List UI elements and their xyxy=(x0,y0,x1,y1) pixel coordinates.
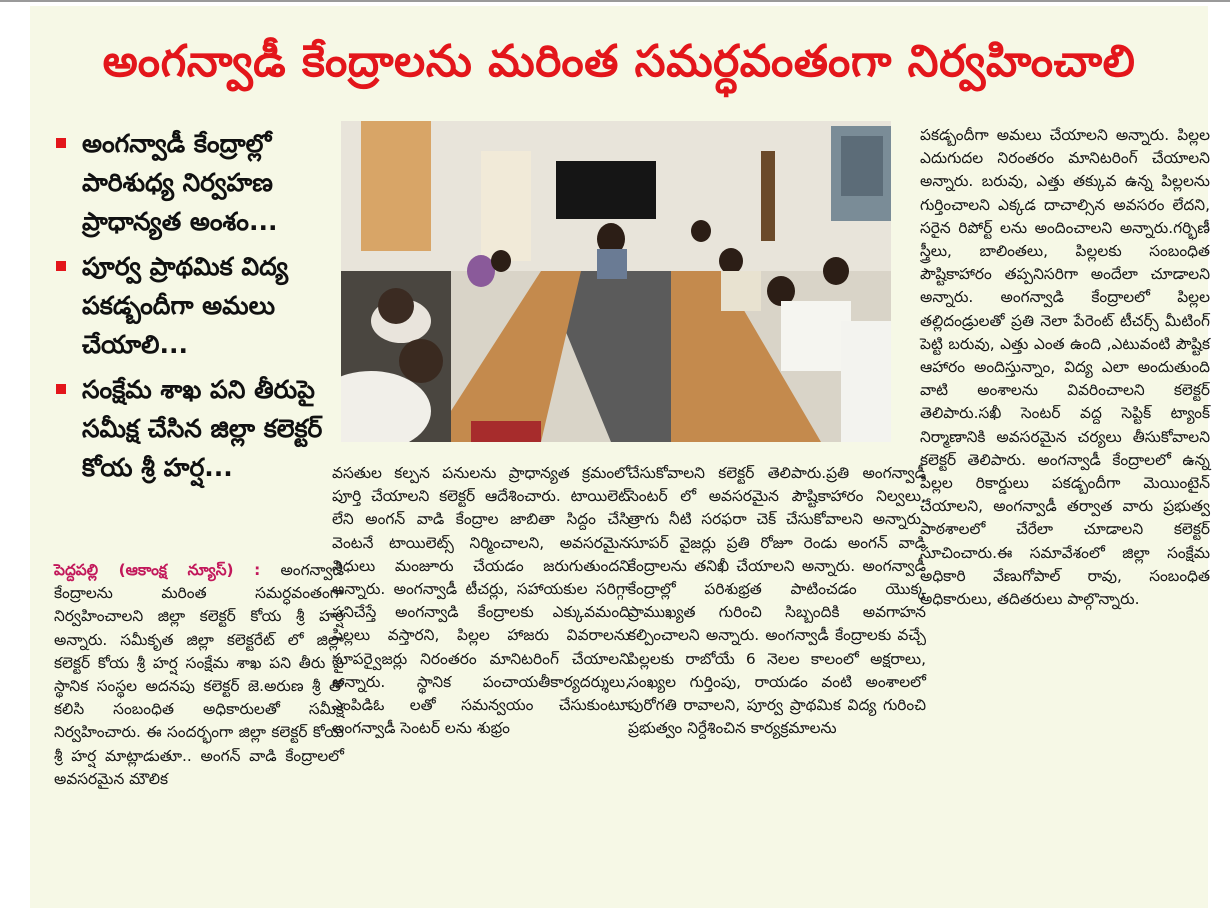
article-column-2: వసతుల కల్పన పనులను ప్రాధాన్యత క్రమంలో పూర్తి చేయాలని కలెక్టర్ ఆదేశించారు. టాయిలెట్ లేని అంగన్ వాడి కేంద్రాల జాబితా సిద్దం చేసి వెంటనే టాయిలెట్స్ నిర్మించాలని, అవసరమైన నిధులు మంజూరు చేయడం జరుగుతుందని అన్నారు. అంగన్వాడీ టీచర్లు, సహాయకుల సరిగ్గా పనిచేస్తే అంగన్వాడి కేంద్రాలకు ఎక్కువమంది పిల్లలు వస్తారని, పిల్లల హాజరు వివరాలను సూపర్వైజర్లు నిరంతరం మానిటరింగ్ చేయాలని అన్నారు. స్థానిక పంచాయతీకార్యదర్శులు, ఎంపిడిఓ లతో సమన్వయం చేసుకుంటూ అంగన్వాడీ సెంటర్ లను శుభ్రం xyxy=(332,464,630,738)
bullet-square-icon xyxy=(56,261,66,271)
highlight-item xyxy=(50,124,330,241)
newspaper-clipping xyxy=(30,6,1208,908)
meeting-photo xyxy=(341,121,891,442)
bullet-square-icon xyxy=(56,138,66,148)
highlight-item xyxy=(50,247,330,364)
highlight-text: అంగన్వాడీ కేంద్రాల్లో పారిశుధ్య నిర్వహణ ప్రాధాన్యత అంశం... xyxy=(82,129,278,236)
meeting-room-illustration xyxy=(341,121,891,442)
top-rule xyxy=(0,0,1230,2)
article-column-4: పకడ్బందీగా అమలు చేయాలని అన్నారు. పిల్లల ఎదుగుదల నిరంతరం మానిటరింగ్ చేయాలని అన్నారు. బరువు, ఎత్తు తక్కువ ఉన్న పిల్లలను గుర్తించాలని ఎక్కడ దాచాల్సిన అవసరం లేదని, సరైన రిపోర్ట్ లను అందించాలని అన్నారు.గర్భిణీ స్త్రీలు, బాలింతలు, పిల్లలకు సంబంధిత పౌష్టికాహారం తప్పనిసరిగా అందేలా చూడాలని అన్నారు. అంగన్వాడి కేంద్రాలలో పిల్లల తల్లిదండ్రులతో ప్రతి నెలా పేరెంట్ టీచర్స్ మీటింగ్ పెట్టి బరువు, ఎత్తు ఎంత ఉంది ,ఎటువంటి పౌష్టిక ఆహారం అందిస్తున్నాం, విద్య ఎలా అందుతుంది వాటి అంశాలను వివరించాలని కలెక్టర్ తెలిపారు.సఖీ సెంటర్ వద్ద సెప్టిక్ ట్యాంక్ నిర్మాణానికి అవసరమైన చర్యలు తీసుకోవాలని కలెక్టర్ తెలిపారు. అంగన్వాడీ కేంద్రాలలో ఉన్న పిల్లల రికార్డులు పకడ్బందీగా మెయింటైన్ చేయాలని, అంగన్వాడీ తర్వాత వారు ప్రభుత్వ పాఠశాలలో చేరేలా చూడాలని కలెక్టర్ సూచించారు.ఈ సమావేశంలో జిల్లా సంక్షేమ అధికారి వేణుగోపాల్ రావు, సంబంధిత అధికారులు, తదితరులు పాల్గొన్నారు. xyxy=(920,126,1210,609)
column-text: అంగన్వాడీ కేంద్రాలను మరింత సమర్ధవంతంగా నిర్వహించాలని జిల్లా కలెక్టర్ కోయ శ్రీ హర్ష అన్నారు. సమీకృత జిల్లా కలెక్టరేట్ లో జిల్లా కలెక్టర్ కోయ శ్రీ హర్ష సంక్షేమ శాఖ పని తీరు పై స్థానిక సంస్థల అదనపు కలెక్టర్ జె.అరుణ శ్రీ తో కలిసి సంబంధిత అధికారులతో సమీక్ష నిర్వహించారు. ఈ సందర్భంగా జిల్లా కలెక్టర్ కోయ శ్రీ హర్ష మాట్లాడుతూ.. అంగన్ వాడి కేంద్రాలలో అవసరమైన మౌలిక xyxy=(54,561,344,788)
headline: అంగన్వాడీ కేంద్రాలను మరింత సమర్ధవంతంగా నిర్వహించాలి xyxy=(102,36,1136,87)
highlight-text: సంక్షేమ శాఖ పని తీరుపై సమీక్ష చేసిన జిల్లా కలెక్టర్ కోయ శ్రీ హర్ష... xyxy=(82,375,323,482)
article-column-3: చేసుకోవాలని కలెక్టర్ తెలిపారు.ప్రతి అంగన్వాడీ సెంటర్ లో అవసరమైన పౌష్టికాహారం నిల్వలు, త్రాగు నీటి సరఫరా చెక్ చేసుకోవాలని అన్నారు. సూపర్ వైజర్లు ప్రతి రోజూ రెండు అంగన్ వాడి కేంద్రాలను తనిఖీ చేయాలని అన్నారు. అంగన్వాడీ కేంద్రాల్లో పరిశుభ్రత పాటించడం యొక్క ప్రాముఖ్యత గురించి సిబ్బందికి అవగాహన కల్పించాలని అన్నారు. అంగన్వాడీ కేంద్రాలకు వచ్చే పిల్లలకు రాబోయే 6 నెలల కాలంలో అక్షరాలు, సంఖ్యల గుర్తింపు, రాయడం వంటి అంశాలలో పురోగతి రావాలని, పూర్వ ప్రాథమిక విద్య గురించి ప్రభుత్వం నిర్దేశించిన కార్యక్రమాలను xyxy=(628,464,926,738)
article-column-1 xyxy=(54,559,344,791)
highlight-item xyxy=(50,370,330,487)
highlight-list xyxy=(50,124,330,493)
highlight-text: పూర్వ ప్రాథమిక విద్య పకడ్బందీగా అమలు చేయాలి... xyxy=(82,252,289,359)
dateline: పెద్దపల్లి (ఆకాంక్ష న్యూస్) : xyxy=(54,561,261,579)
bullet-square-icon xyxy=(56,384,66,394)
